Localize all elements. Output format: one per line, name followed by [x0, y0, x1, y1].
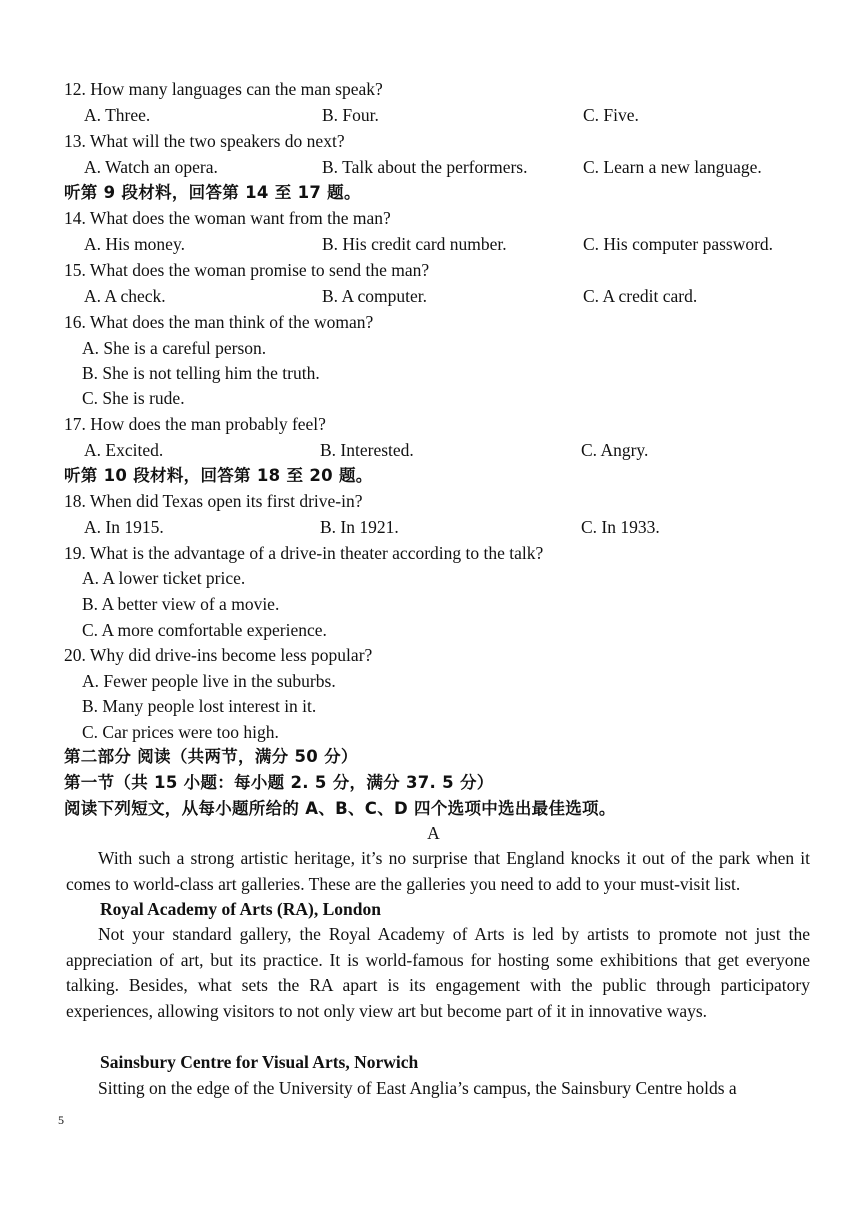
q16-option-c: C. She is rude. — [82, 388, 185, 408]
q12-option-a: A. Three. — [84, 105, 151, 125]
q17-option-b: B. Interested. — [320, 440, 414, 460]
q16-option-b: B. She is not telling him the truth. — [82, 363, 320, 383]
q14-option-c: C. His computer password. — [583, 234, 774, 254]
question-14: 14. What does the woman want from the man? — [64, 208, 391, 228]
q18-option-b: B. In 1921. — [320, 517, 399, 537]
gallery-heading-royal-academy: Royal Academy of Arts (RA), London — [100, 899, 381, 919]
question-16: 16. What does the man think of the woman? — [64, 312, 374, 332]
q14-option-b: B. His credit card number. — [322, 234, 507, 254]
q13-option-b: B. Talk about the performers. — [322, 157, 528, 177]
q15-option-b: B. A computer. — [322, 286, 427, 306]
section-9-instruction: 听第 9 段材料，回答第 14 至 17 题。 — [64, 183, 361, 202]
q18-option-c: C. In 1933. — [581, 517, 660, 537]
question-19: 19. What is the advantage of a drive-in theater according to the talk? — [64, 543, 544, 563]
question-12: 12. How many languages can the man speak? — [64, 79, 383, 99]
q15-option-a: A. A check. — [84, 286, 166, 306]
passage-intro: With such a strong artistic heritage, it’s no surprise that England knocks it out of the park when it comes to world-class art galleries. These are the galleries you need to add to your must-visit list. — [66, 848, 810, 894]
question-18: 18. When did Texas open its first drive-in? — [64, 491, 363, 511]
q12-option-c: C. Five. — [583, 105, 639, 125]
q12-option-b: B. Four. — [322, 105, 379, 125]
q20-option-c: C. Car prices were too high. — [82, 722, 279, 742]
q14-option-a: A. His money. — [84, 234, 185, 254]
paragraph-sainsbury: Sitting on the edge of the University of East Anglia’s campus, the Sainsbury Centre holds a — [98, 1078, 737, 1098]
part-2-section-1-title: 第一节（共 15 小题：每小题 2. 5 分，满分 37. 5 分） — [64, 773, 494, 792]
q19-option-b: B. A better view of a movie. — [82, 594, 280, 614]
passage-label: A — [427, 823, 440, 843]
page-number: 5 — [58, 1113, 64, 1127]
gallery-heading-sainsbury: Sainsbury Centre for Visual Arts, Norwich — [100, 1052, 419, 1072]
q19-option-a: A. A lower ticket price. — [82, 568, 246, 588]
q18-option-a: A. In 1915. — [84, 517, 164, 537]
q13-option-c: C. Learn a new language. — [583, 157, 762, 177]
q13-option-a: A. Watch an opera. — [84, 157, 218, 177]
q20-option-b: B. Many people lost interest in it. — [82, 696, 317, 716]
q15-option-c: C. A credit card. — [583, 286, 698, 306]
q20-option-a: A. Fewer people live in the suburbs. — [82, 671, 336, 691]
section-10-instruction: 听第 10 段材料，回答第 18 至 20 题。 — [64, 466, 373, 485]
paragraph-royal-academy: Not your standard gallery, the Royal Academy of Arts is led by artists to promote not just the appreciation of art, but its practice. It is world-famous for hosting some exhibitions that get everyone talking. Besides, what sets the RA apart is its engagement with the public through participatory experiences, allowing visitors to not only view art but become part of it in innovative ways. — [66, 924, 810, 1021]
q19-option-c: C. A more comfortable experience. — [82, 620, 327, 640]
q17-option-c: C. Angry. — [581, 440, 649, 460]
question-20: 20. Why did drive-ins become less popular? — [64, 645, 373, 665]
q16-option-a: A. She is a careful person. — [82, 338, 267, 358]
q17-option-a: A. Excited. — [84, 440, 164, 460]
question-17: 17. How does the man probably feel? — [64, 414, 326, 434]
question-13: 13. What will the two speakers do next? — [64, 131, 345, 151]
question-15: 15. What does the woman promise to send the man? — [64, 260, 430, 280]
part-2-title: 第二部分 阅读（共两节，满分 50 分） — [64, 747, 358, 766]
reading-instruction: 阅读下列短文，从每小题所给的 A、B、C、D 四个选项中选出最佳选项。 — [64, 799, 616, 818]
